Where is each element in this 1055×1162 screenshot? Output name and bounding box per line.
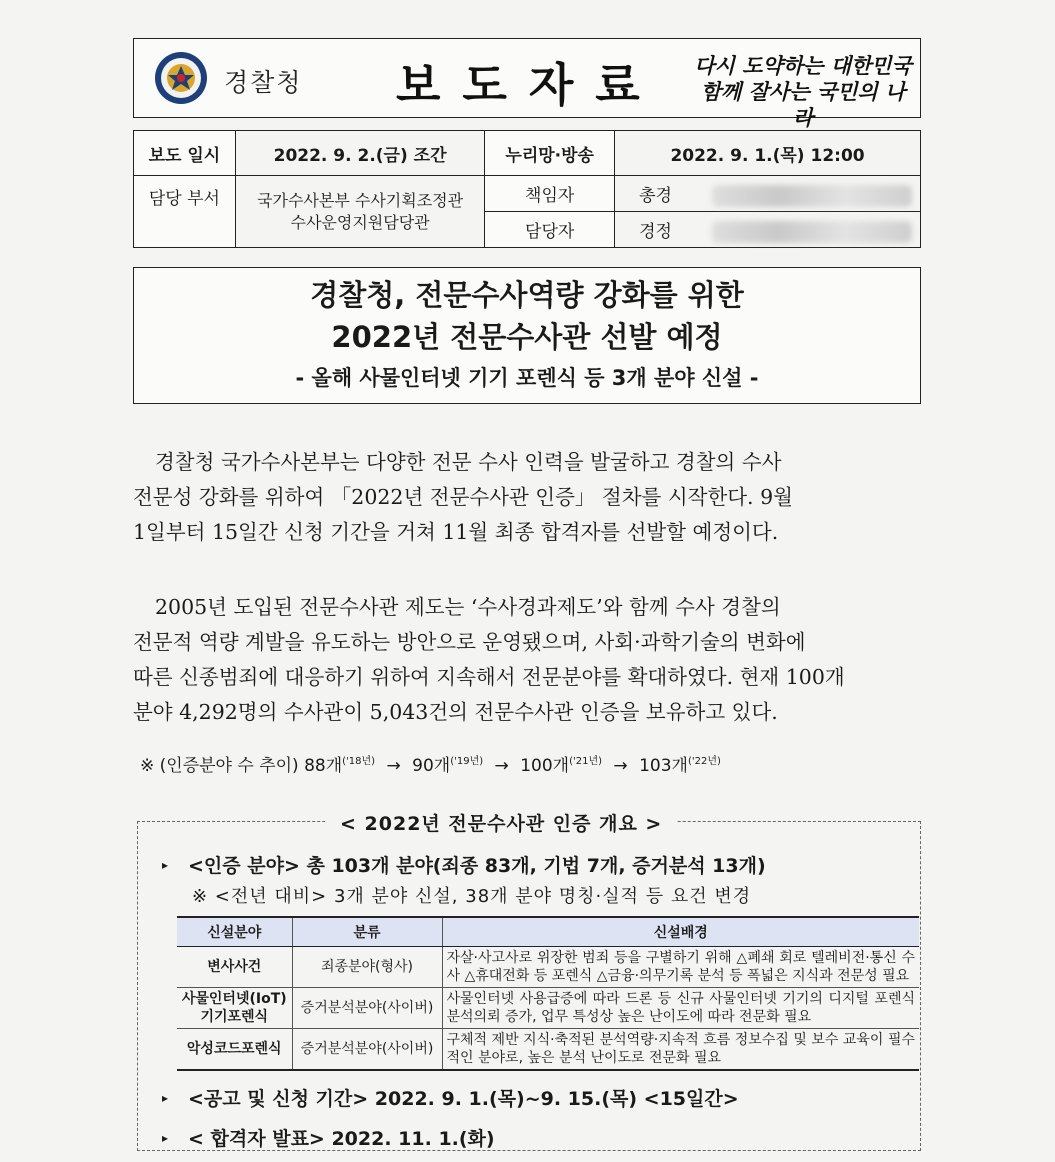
paragraph-line: 전문적 역량 계발을 유도하는 방안으로 운영됐으며, 사회·과학기술의 변화에: [133, 630, 806, 654]
category-cell: 죄종분야(형사): [292, 947, 442, 988]
paragraph-line: 전문성 강화를 위하여 「2022년 전문수사관 인증」 절차를 시작한다. 9월: [133, 485, 793, 509]
paragraph-1: [133, 445, 923, 550]
table-row: [177, 947, 919, 988]
bullet-text: < 합격자 발표> 2022. 11. 1.(화): [188, 1128, 495, 1150]
manager-label: 책임자: [485, 176, 615, 212]
headline-box: [133, 267, 921, 404]
slogan-line: 다시 도약하는 대한민국: [694, 53, 912, 78]
trend-year: ('22년): [687, 756, 721, 767]
bullet-period: [162, 1084, 739, 1111]
table-row: [177, 1029, 919, 1071]
headline-line: 2022년 전문수사관 선발 예정: [331, 320, 723, 354]
arrow-icon: →: [494, 756, 509, 776]
field-cell: 사물인터넷(IoT) 기기포렌식: [177, 988, 292, 1029]
release-info-table: [133, 130, 921, 248]
police-emblem-icon: [154, 51, 208, 105]
bullet-fields: [162, 851, 766, 878]
slogan: [694, 53, 912, 131]
column-header: 신설분야: [177, 917, 292, 947]
trend-year: ('18년): [342, 756, 376, 767]
dept-line: 국가수사본부 수사기획조정관: [257, 190, 464, 210]
arrow-icon: →: [386, 756, 401, 776]
slogan-line: 함께 잘사는 국민의 나라: [700, 79, 906, 130]
trend-item: [412, 756, 483, 776]
header-box: [133, 38, 921, 130]
redacted-name: [712, 185, 912, 207]
table-row: [177, 988, 919, 1029]
paragraph-line: 2005년 도입된 전문수사관 제도는 ‘수사경과제도’와 함께 수사 경찰의: [155, 595, 781, 619]
trend-year: ('19년): [450, 756, 484, 767]
dept-label: 담당 부서: [134, 176, 236, 248]
paragraph-line: 경찰청 국가수사본부는 다양한 전문 수사 인력을 발굴하고 경찰의 수사: [155, 450, 782, 474]
column-header: 분류: [292, 917, 442, 947]
staff-label: 담당자: [485, 212, 615, 248]
trend-item: [520, 756, 602, 776]
bullet-text: <인증 분야> 총 103개 분야(죄종 83개, 기법 7개, 증거분석 13개): [188, 855, 766, 877]
trend-item: [304, 756, 375, 776]
trend-year: ('21년): [569, 756, 603, 767]
manager-rank: 총경: [639, 185, 672, 206]
dept-line: 수사운영지원담당관: [290, 212, 430, 232]
category-cell: 증거분석분야(사이버): [292, 1029, 442, 1071]
document-type: 보도자료: [396, 58, 662, 112]
trend-count: 103개: [639, 756, 688, 776]
subheadline: - 올해 사물인터넷 기기 포렌식 등 3개 분야 신설 -: [295, 366, 759, 390]
bullet-icon: ▸: [162, 1091, 169, 1105]
agency-name: 경찰청: [224, 68, 303, 97]
new-fields-table: [177, 916, 919, 1071]
paragraph-line: 따른 신종범죄에 대응하기 위하여 지속해서 전문분야를 확대하였다. 현재 100개: [133, 665, 845, 689]
bullet-announcement: [162, 1124, 495, 1151]
bullet-icon: ▸: [162, 1131, 169, 1145]
trend-count: 88개: [304, 756, 343, 776]
paragraph-2: [133, 590, 923, 730]
network-value: 2022. 9. 1.(목) 12:00: [615, 131, 921, 176]
trend-item: [639, 756, 721, 776]
network-label: 누리망·방송: [485, 131, 615, 176]
column-header: 신설배경: [442, 917, 919, 947]
arrow-icon: →: [613, 756, 628, 776]
change-note: ※ <전년 대비> 3개 분야 신설, 38개 분야 명칭·실적 등 요건 변경: [192, 886, 752, 907]
trend-count: 100개: [520, 756, 570, 776]
paragraph-line: 1일부터 15일간 신청 기간을 거쳐 11월 최종 합격자를 선발할 예정이다.: [133, 520, 779, 544]
background-cell: 자살·사고사로 위장한 범죄 등을 구별하기 위해 △폐쇄 회로 텔레비전·통신 수사 △휴대전화 등 포렌식 △금융·의무기록 분석 등 폭넓은 지식과 전문성 필요: [442, 947, 919, 988]
manager-value: [615, 176, 921, 212]
overview-title: < 2022년 전문수사관 인증 개요 >: [326, 809, 676, 836]
dept-value: [235, 176, 485, 248]
background-cell: 사물인터넷 사용급증에 따라 드론 등 신규 사물인터넷 기기의 디지털 포렌식 분석의뢰 증가, 업무 특성상 높은 난이도에 따라 전문화 필요: [442, 988, 919, 1029]
staff-value: [615, 212, 921, 248]
staff-rank: 경정: [639, 221, 672, 242]
redacted-name: [712, 221, 912, 243]
release-date-value: 2022. 9. 2.(금) 조간: [235, 131, 485, 176]
bullet-text: <공고 및 신청 기간> 2022. 9. 1.(목)~9. 15.(목) <15일간>: [188, 1088, 739, 1110]
field-cell: 변사사건: [177, 947, 292, 988]
paragraph-line: 분야 4,292명의 수사관이 5,043건의 전문수사관 인증을 보유하고 있다.: [133, 700, 778, 724]
bullet-icon: ▸: [162, 858, 169, 872]
trend-note: [140, 751, 721, 776]
trend-note-prefix: ※ (인증분야 수 추이): [140, 756, 305, 776]
field-cell: 악성코드포렌식: [177, 1029, 292, 1071]
trend-count: 90개: [412, 756, 451, 776]
category-cell: 증거분석분야(사이버): [292, 988, 442, 1029]
headline-line: 경찰청, 전문수사역량 강화를 위한: [310, 278, 744, 312]
release-date-label: 보도 일시: [134, 131, 236, 176]
background-cell: 구체적 제반 지식·축적된 분석역량·지속적 흐름 정보수집 및 보수 교육이 필수적인 분야로, 높은 분석 난이도로 전문화 필요: [442, 1029, 919, 1071]
